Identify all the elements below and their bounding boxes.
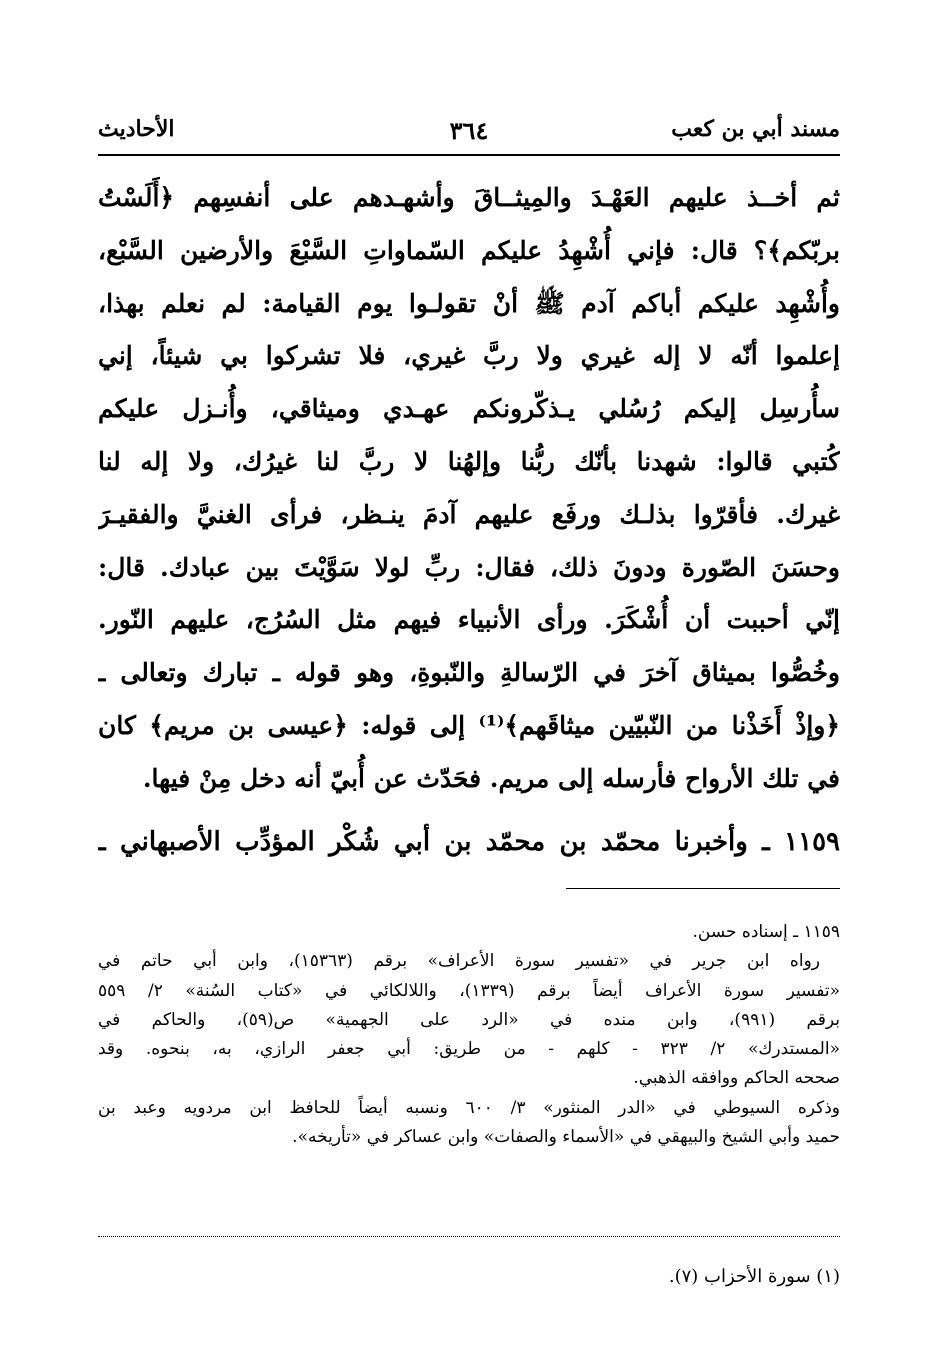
note-line: ١١٥٩ ـ إسناده حسن.: [692, 922, 840, 942]
text-line: إعلموا أنّه لا إله غيري ولا ربَّ غيري، فلا تشركوا بي شيئاً، إني: [98, 341, 840, 371]
text-line: غيرك. فأقرّوا بذلـك ورفَع عليهم آدمَ ينـظر، فرأى الغنيَّ والفقيـرَ: [98, 499, 840, 529]
note-line: «تفسير سورة الأعراف أيضاً برقم (١٣٣٩)، واللالكائي في «كتاب السُنة» ٢/ ٥٥٩: [98, 980, 840, 1001]
text-line: ﴿وإذْ أَخَذْنا من النّبيّين ميثاقَهم﴾⁽¹⁾ إلى قوله: ﴿عيسى بن مريم﴾ كان: [98, 710, 840, 740]
text-line: وحسَنَ الصّورة ودونَ ذلك، فقال: ربِّ لولا سَوَّيْتَ بين عبادك. قال:: [98, 552, 840, 582]
note-line: «المستدرك» ٢/ ٣٢٣ - كلهم - من طريق: أبي جعفر الرازي، به، بنحوه. وقد: [98, 1039, 840, 1060]
text-line: بربّكم﴾؟ قال: فإني أُشْهِدُ عليكم السّماواتِ السَّبْعَ والأرضين السَّبْع،: [98, 235, 840, 265]
footnote: (١) سورة الأحزاب (٧).: [668, 1266, 840, 1287]
text-line: إنّي أحببت أن أُشْكَرَ. ورأى الأنبياء فيهم مثل السُرُج، عليهم النّور.: [98, 605, 840, 635]
page-number: ٣٦٤: [449, 116, 489, 145]
page-header: [98, 116, 840, 154]
note-line: صححه الحاكم ووافقه الذهبي.: [633, 1068, 840, 1089]
text-line: سأُرسِل إليكم رُسُلي يـذكّرونكم عهـدي وميثاقي، وأُنـزل عليكم: [98, 394, 840, 424]
book-title: مسند أبي بن كعب: [671, 116, 840, 142]
text-line: وخُصُّوا بميثاق آخرَ في الرّسالةِ والنّبوةِ، وهو قوله ـ تبارك وتعالى ـ: [98, 658, 840, 688]
note-line: برقم (٩٩١)، وابن منده في «الرد على الجهمية» ص(٥٩)، والحاكم في: [98, 1009, 840, 1030]
header-rule: [98, 154, 840, 156]
hadith-heading: ١١٥٩ ـ وأخبرنا محمّد بن محمّد بن أبي شُكْر المؤدِّب الأصبهاني ـ: [98, 826, 840, 857]
note-line: رواه ابن جرير في «تفسير سورة الأعراف» برقم (١٥٣٦٣)، وابن أبي حاتم في: [98, 951, 820, 972]
text-line: ثم أخــذ عليهم العَهْـدَ والمِيثــاقَ وأشهـدهم على أنفسِهم ﴿أَلَسْتُ: [98, 183, 840, 212]
text-line: في تلك الأرواح فأرسله إلى مريم. فحَدّث عن أُبيّ أنه دخل مِنْ فيها.: [142, 763, 840, 793]
notes-separator: [566, 888, 840, 889]
section-title: الأحاديث: [98, 116, 175, 142]
main-text: [98, 172, 840, 868]
note-line: وذكره السيوطي في «الدر المنثور» ٣/ ٦٠٠ ونسبه أيضاً للحافظ ابن مردويه وعبد بن: [98, 1097, 840, 1118]
text-line: وأُشْهِد عليكم أباكم آدم ﷺ أنْ تقولـوا يوم القيامة: لم نعلم بهذا،: [98, 288, 840, 318]
footnote-separator: [98, 1236, 840, 1237]
notes-section: [98, 918, 840, 1152]
text-line: كُتبي قالوا: شهدنا بأنّك ربُّنا وإلهُنا لا ربَّ لنا غيرُك، ولا إله لنا: [98, 446, 840, 476]
note-line: حميد وأبي الشيخ والبيهقي في «الأسماء والصفات» وابن عساكر في «تأريخه».: [292, 1127, 840, 1148]
